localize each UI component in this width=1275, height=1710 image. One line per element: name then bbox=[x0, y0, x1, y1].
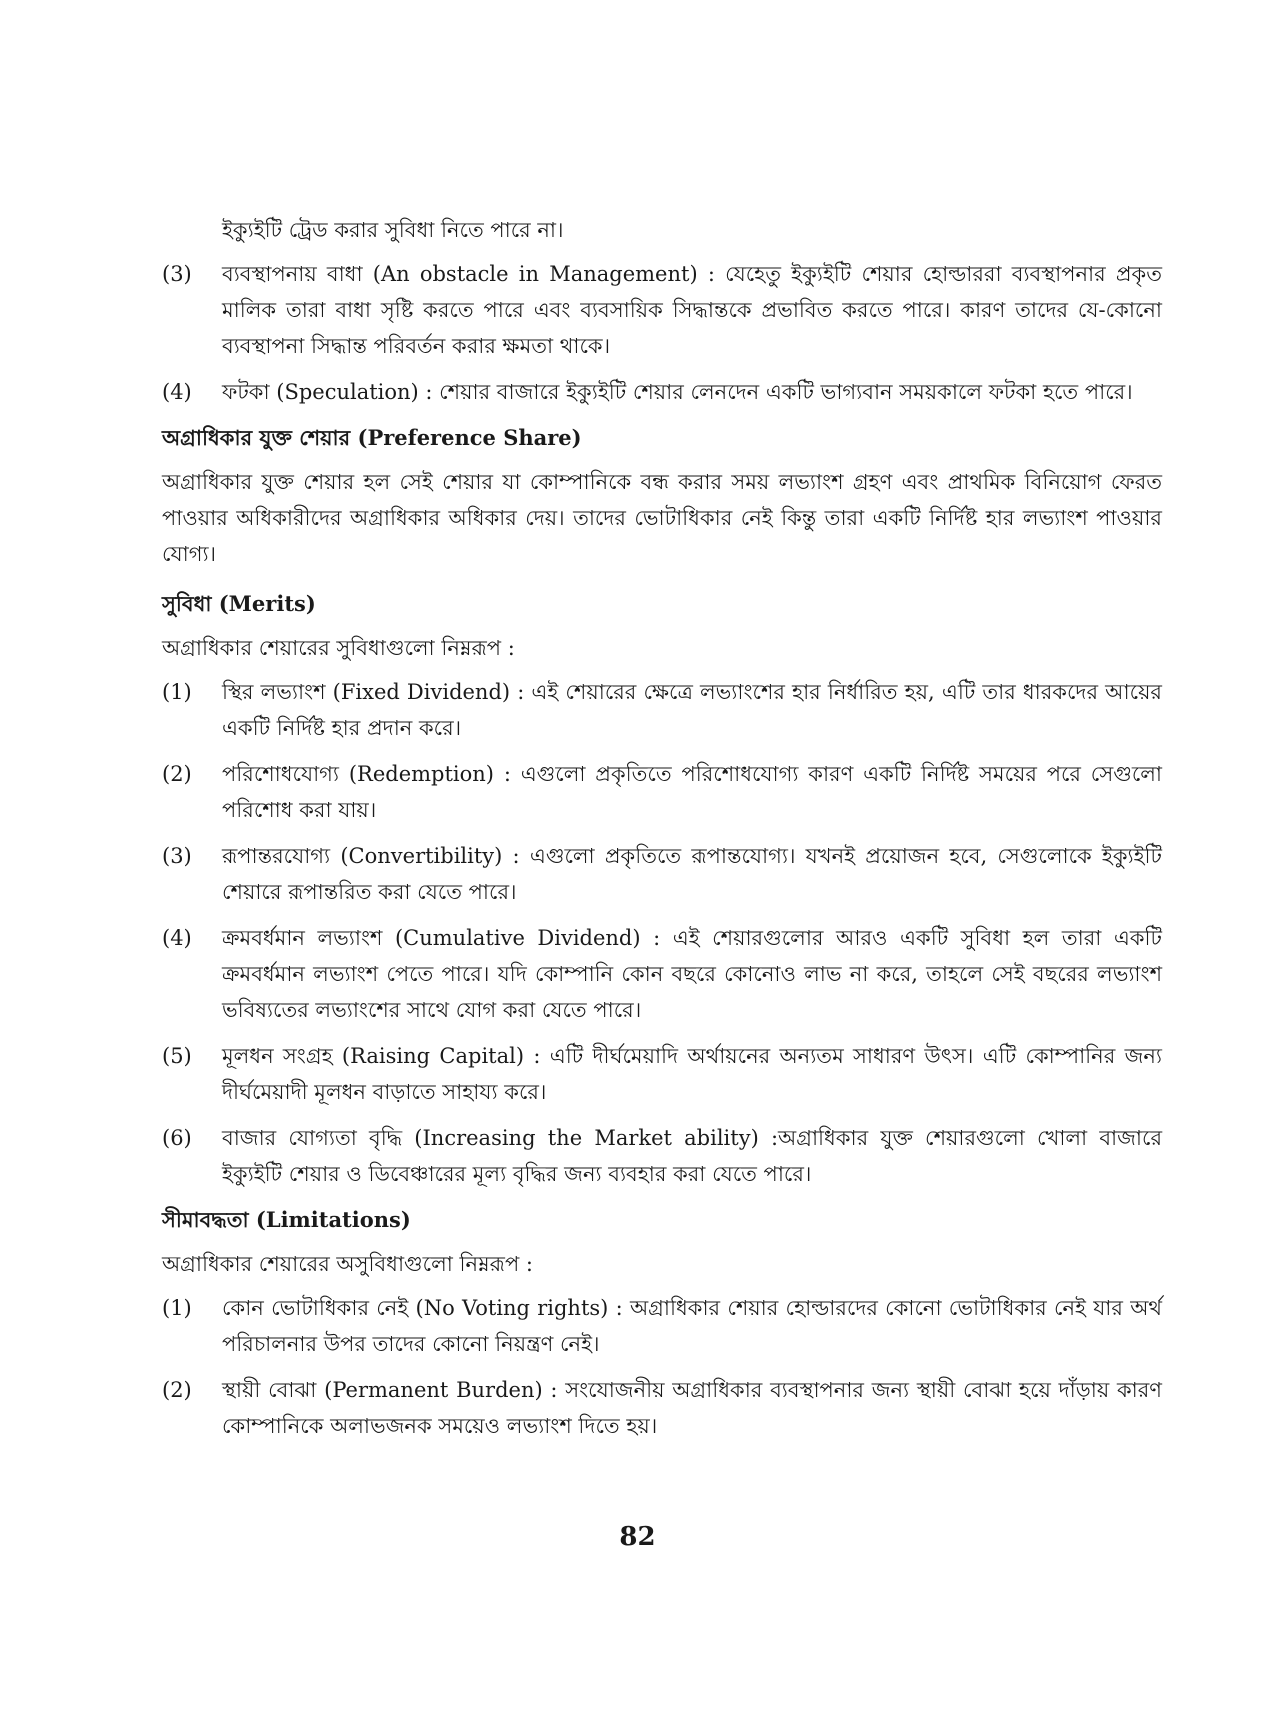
item-number: (6) bbox=[162, 1126, 192, 1150]
continuation-text: ইক্যুইটি ট্রেড করার সুবিধা নিতে পারে না। bbox=[222, 218, 564, 242]
item-number: (2) bbox=[162, 1378, 192, 1402]
list-item bbox=[162, 674, 1162, 746]
item-text: বাজার যোগ্যতা বৃদ্ধি (Increasing the Market ability) :অগ্রাধিকার যুক্ত শেয়ারগুলো খোলা বাজারে ইক্যুইটি শেয়ার ও ডিবেঞ্চারের মূল্য বৃদ্ধির জন্য ব্যবহার করা যেতে পারে। bbox=[222, 1126, 1162, 1186]
merits-heading: সুবিধা (Merits) bbox=[162, 591, 316, 616]
page-content bbox=[162, 212, 1162, 1454]
list-item bbox=[162, 374, 1162, 410]
item-text: মূলধন সংগ্রহ (Raising Capital) : এটি দীর্ঘমেয়াদি অর্থায়নের অন্যতম সাধারণ উৎস। এটি কোম্পানির জন্য দীর্ঘমেয়াদী মূলধন বাড়াতে সাহায্য করে। bbox=[222, 1044, 1162, 1104]
item-text: ফটকা (Speculation) : শেয়ার বাজারে ইক্যুইটি শেয়ার লেনদেন একটি ভাগ্যবান সময়কালে ফটকা হতে পারে। bbox=[222, 380, 1133, 404]
limitations-intro: অগ্রাধিকার শেয়ারের অসুবিধাগুলো নিম্নরূপ : bbox=[162, 1252, 533, 1276]
list-item bbox=[162, 756, 1162, 828]
list-item bbox=[162, 838, 1162, 910]
item-number: (1) bbox=[162, 680, 192, 704]
merits-intro: অগ্রাধিকার শেয়ারের সুবিধাগুলো নিম্নরূপ : bbox=[162, 636, 515, 660]
item-number: (3) bbox=[162, 844, 192, 868]
item-number: (3) bbox=[162, 262, 192, 286]
item-number: (4) bbox=[162, 926, 192, 950]
page-number: 82 bbox=[619, 1522, 656, 1552]
item-number: (5) bbox=[162, 1044, 192, 1068]
equity-limitations-list bbox=[162, 256, 1162, 410]
list-item bbox=[162, 256, 1162, 364]
item-text: স্থায়ী বোঝা (Permanent Burden) : সংযোজনীয় অগ্রাধিকার ব্যবস্থাপনার জন্য স্থায়ী বোঝা হয়ে দাঁড়ায় কারণ কোম্পানিকে অলাভজনক সময়েও লভ্যাংশ দিতে হয়। bbox=[222, 1378, 1162, 1438]
item-number: (2) bbox=[162, 762, 192, 786]
list-item bbox=[162, 1038, 1162, 1110]
item-number: (1) bbox=[162, 1296, 192, 1320]
item-text: ক্রমবর্ধমান লভ্যাংশ (Cumulative Dividend) : এই শেয়ারগুলোর আরও একটি সুবিধা হল তারা একটি ক্রমবর্ধমান লভ্যাংশ পেতে পারে। যদি কোম্পানি কোন বছরে কোনোও লাভ না করে, তাহলে সেই বছরের লভ্যাংশ ভবিষ্যতের লভ্যাংশের সাথে যোগ করা যেতে পারে। bbox=[222, 926, 1162, 1022]
list-item bbox=[162, 1290, 1162, 1362]
merits-list bbox=[162, 674, 1162, 1192]
list-item bbox=[162, 1372, 1162, 1444]
list-item bbox=[162, 920, 1162, 1028]
limitations-heading: সীমাবদ্ধতা (Limitations) bbox=[162, 1207, 411, 1232]
list-item bbox=[162, 1120, 1162, 1192]
item-text: কোন ভোটাধিকার নেই (No Voting rights) : অগ্রাধিকার শেয়ার হোল্ডারদের কোনো ভোটাধিকার নেই যার অর্থ পরিচালনার উপর তাদের কোনো নিয়ন্ত্রণ নেই। bbox=[222, 1296, 1162, 1356]
item-text: স্থির লভ্যাংশ (Fixed Dividend) : এই শেয়ারের ক্ষেত্রে লভ্যাংশের হার নির্ধারিত হয়, এটি তার ধারকদের আয়ের একটি নির্দিষ্ট হার প্রদান করে। bbox=[222, 680, 1162, 740]
item-text: রূপান্তরযোগ্য (Convertibility) : এগুলো প্রকৃতিতে রূপান্তযোগ্য। যখনই প্রয়োজন হবে, সেগুলোকে ইক্যুইটি শেয়ারে রূপান্তরিত করা যেতে পারে। bbox=[222, 844, 1162, 904]
item-text: পরিশোধযোগ্য (Redemption) : এগুলো প্রকৃতিতে পরিশোধযোগ্য কারণ একটি নির্দিষ্ট সময়ের পরে সেগুলো পরিশোধ করা যায়। bbox=[222, 762, 1162, 822]
limitations-list bbox=[162, 1290, 1162, 1444]
item-number: (4) bbox=[162, 380, 192, 404]
item-text: ব্যবস্থাপনায় বাধা (An obstacle in Management) : যেহেতু ইক্যুইটি শেয়ার হোল্ডাররা ব্যবস্থাপনার প্রকৃত মালিক তারা বাধা সৃষ্টি করতে পারে এবং ব্যবসায়িক সিদ্ধান্তকে প্রভাবিত করতে পারে। কারণ তাদের যে-কোনো ব্যবস্থাপনা সিদ্ধান্ত পরিবর্তন করার ক্ষমতা থাকে। bbox=[222, 262, 1162, 358]
preference-share-heading: অগ্রাধিকার যুক্ত শেয়ার (Preference Share) bbox=[162, 425, 582, 450]
preference-share-definition: অগ্রাধিকার যুক্ত শেয়ার হল সেই শেয়ার যা কোম্পানিকে বন্ধ করার সময় লভ্যাংশ গ্রহণ এবং প্রাথমিক বিনিয়োগ ফেরত পাওয়ার অধিকারীদের অগ্রাধিকার অধিকার দেয়। তাদের ভোটাধিকার নেই কিন্তু তারা একটি নির্দিষ্ট হার লভ্যাংশ পাওয়ার যোগ্য। bbox=[162, 470, 1162, 566]
